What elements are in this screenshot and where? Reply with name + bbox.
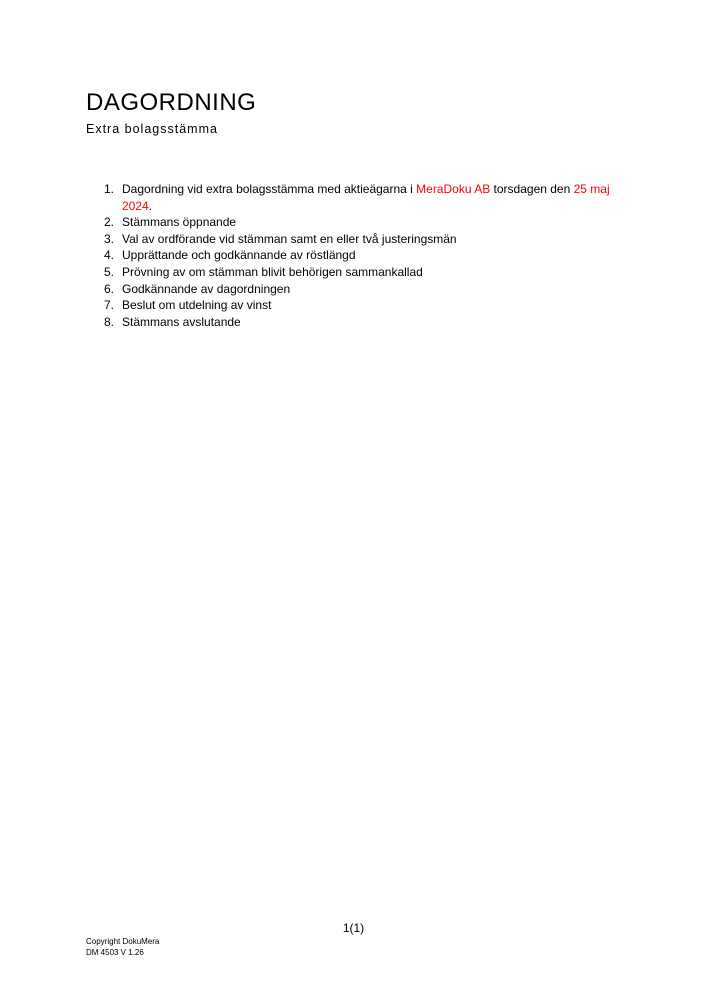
page-subtitle: Extra bolagsstämma [86,122,218,136]
agenda-item-2 [86,214,616,231]
agenda-item-6 [86,281,616,298]
agenda-list [86,181,616,330]
footer [86,936,159,958]
meeting-date: 25 maj 2024 [122,182,610,213]
agenda-item-number: 7. [103,298,114,313]
agenda-item-number: 1. [103,182,114,196]
agenda-item-number: 5. [103,264,114,279]
page-title: DAGORDNING [86,89,257,116]
agenda-item-text: torsdagen den [490,182,574,196]
agenda-item-text: Dagordning vid extra bolagsstämma med aktieägarna i [122,182,417,196]
agenda-item-text: Upprättande och godkännande av röstlängd [122,248,356,263]
agenda-item-text: Val av ordförande vid stämman samt en eller två justeringsmän [122,231,457,246]
agenda-item-number: 2. [103,215,114,230]
agenda-item-3 [86,231,616,248]
agenda-item-number: 6. [103,281,114,296]
agenda-item-number: 4. [103,248,114,263]
company-name: MeraDoku AB [416,182,491,196]
agenda-item-text: Stämmans öppnande [122,215,237,230]
agenda-item-text: Beslut om utdelning av vinst [122,298,272,313]
agenda-item-5 [86,264,616,281]
agenda-item-text: . [148,198,153,213]
agenda-item-7 [86,297,616,314]
footer-copyright: Copyright DokuMera [86,937,160,946]
agenda-item-4 [86,247,616,264]
agenda-item-1 [86,181,616,214]
agenda-item-text: Stämmans avslutande [122,314,241,329]
agenda-item-text: Godkännande av dagordningen [122,281,291,296]
page-number: 1(1) [342,921,365,935]
agenda-item-number: 3. [103,231,114,246]
footer-doc-id: DM 4503 V 1.26 [86,948,144,957]
agenda-item-8 [86,314,616,331]
agenda-item-text: Prövning av om stämman blivit behörigen sammankallad [122,264,423,279]
agenda-item-number: 8. [103,314,114,329]
